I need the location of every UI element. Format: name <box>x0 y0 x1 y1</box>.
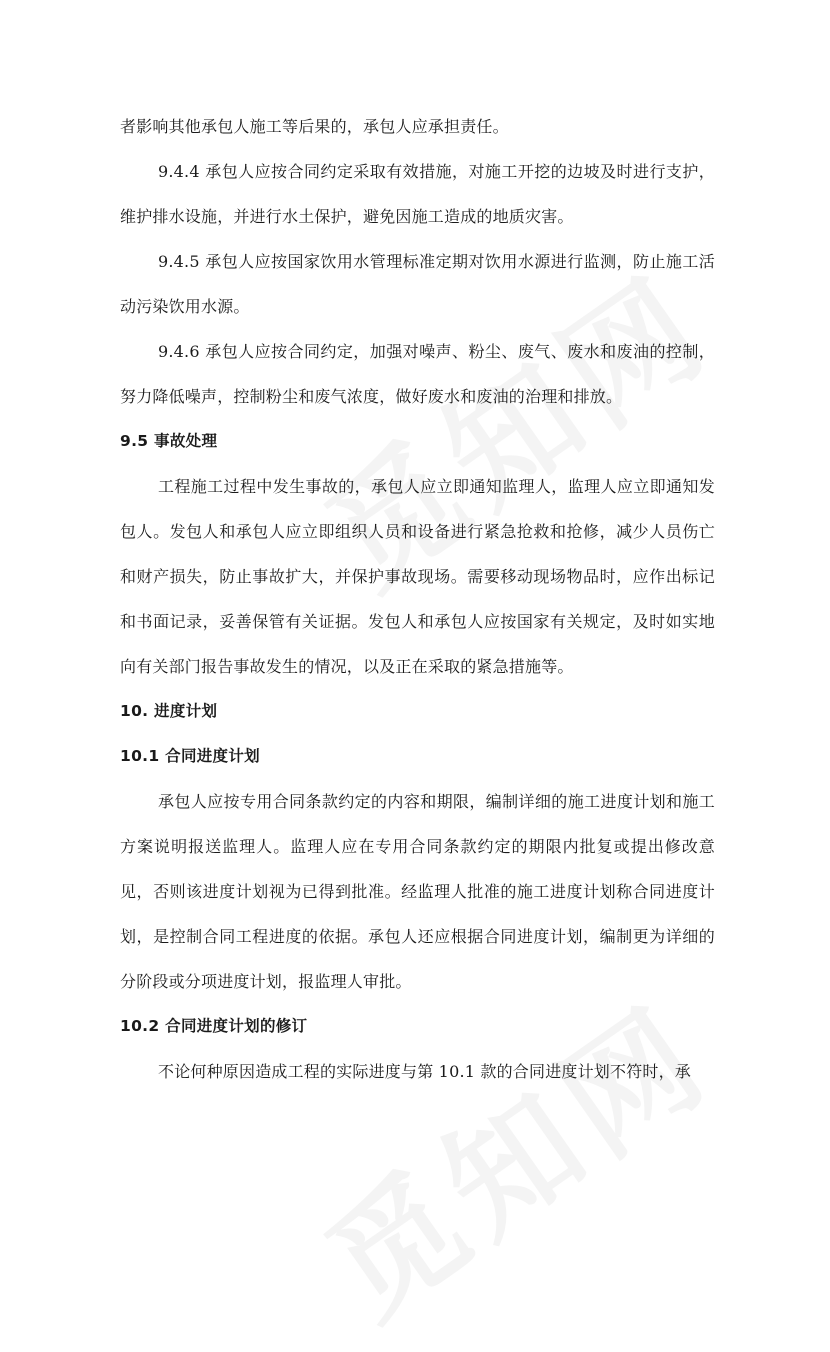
heading-10-1: 10.1 合同进度计划 <box>120 747 260 765</box>
paragraph-continuation: 者影响其他承包人施工等后果的，承包人应承担责任。 <box>120 117 509 136</box>
paragraph-9-4-6: 9.4.6 承包人应按合同约定，加强对噪声、粉尘、废气、废水和废油的控制，努力降低噪声，控制粉尘和废气浓度，做好废水和废油的治理和排放。 <box>120 342 715 406</box>
paragraph-accident-handling: 工程施工过程中发生事故的，承包人应立即通知监理人，监理人应立即通知发包人。发包人和承包人应立即组织人员和设备进行紧急抢救和抢修，减少人员伤亡和财产损失，防止事故扩大，并保护事故现场。需要移动现场物品时，应作出标记和书面记录，妥善保管有关证据。发包人和承包人应按国家有关规定，及时如实地向有关部门报告事故发生的情况，以及正在采取的紧急措施等。 <box>120 477 715 676</box>
paragraph-9-4-5: 9.4.5 承包人应按国家饮用水管理标准定期对饮用水源进行监测，防止施工活动污染饮用水源。 <box>120 252 715 316</box>
paragraph-9-4-4: 9.4.4 承包人应按合同约定采取有效措施，对施工开挖的边坡及时进行支护，维护排水设施，并进行水土保护，避免因施工造成的地质灾害。 <box>120 162 715 226</box>
heading-10-2: 10.2 合同进度计划的修订 <box>120 1017 308 1035</box>
heading-10: 10. 进度计划 <box>120 702 218 720</box>
heading-9-5: 9.5 事故处理 <box>120 432 218 450</box>
paragraph-schedule-revision: 不论何种原因造成工程的实际进度与第 10.1 款的合同进度计划不符时，承 <box>158 1062 691 1081</box>
paragraph-contract-schedule: 承包人应按专用合同条款约定的内容和期限，编制详细的施工进度计划和施工方案说明报送监理人。监理人应在专用合同条款约定的期限内批复或提出修改意见，否则该进度计划视为已得到批准。经监理人批准的施工进度计划称合同进度计划，是控制合同工程进度的依据。承包人还应根据合同进度计划，编制更为详细的分阶段或分项进度计划，报监理人审批。 <box>120 792 715 991</box>
document-body <box>120 104 715 1094</box>
